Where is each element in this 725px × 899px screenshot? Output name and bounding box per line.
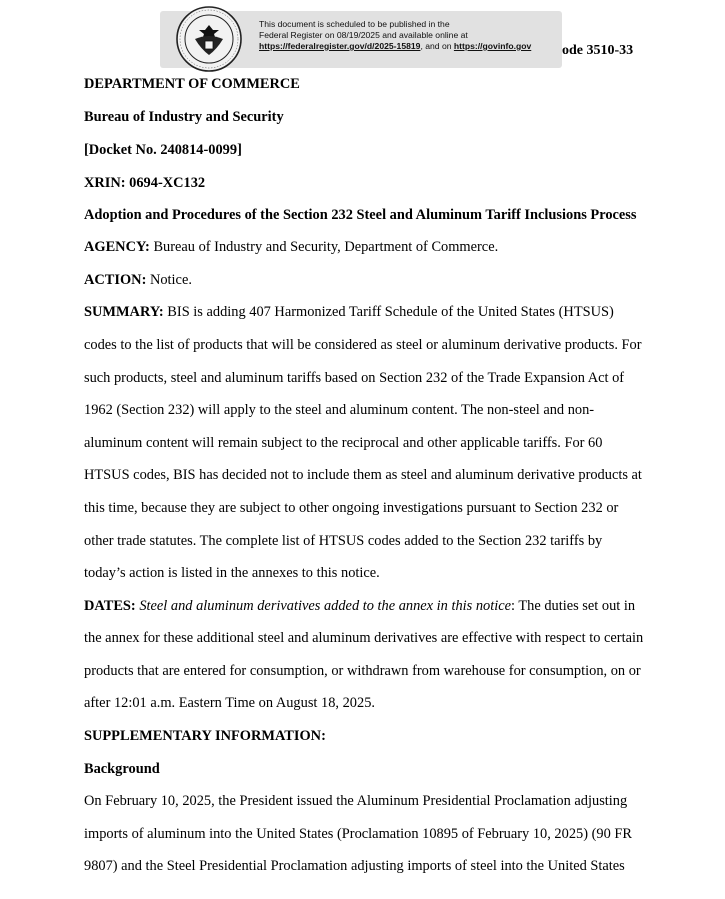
agency-text: Bureau of Industry and Security, Department of Commerce. [149, 239, 499, 255]
background-line: 9807) and the Steel Presidential Proclamation adjusting imports of steel into the United States [84, 858, 625, 874]
summary-line: 1962 (Section 232) will apply to the steel and aluminum content. The non-steel and non- [84, 402, 595, 418]
summary-line: today’s action is listed in the annexes to this notice. [84, 565, 380, 581]
background-line: imports of aluminum into the United States (Proclamation 10895 of February 10, 2025) (90 FR [84, 826, 632, 842]
govinfo-link[interactable]: https://govinfo.gov [453, 41, 532, 51]
dates-label: DATES: [84, 598, 136, 614]
summary-line: aluminum content will remain subject to the reciprocal and other applicable tariffs. For 60 [84, 435, 603, 451]
banner-line-2: Federal Register on 08/19/2025 and available online at [259, 30, 468, 40]
department-heading: DEPARTMENT OF COMMERCE [84, 76, 300, 92]
dates-italic-text: Steel and aluminum derivatives added to the annex in this notice [139, 598, 512, 614]
dates-line: products that are entered for consumption, or withdrawn from warehouse for consumption, on or [84, 663, 641, 679]
dates-line [84, 598, 635, 615]
summary-line: this time, because they are subject to other ongoing investigations pursuant to Section 232 or [84, 500, 619, 516]
publication-notice-text [259, 19, 569, 52]
summary-line [84, 304, 614, 321]
background-heading: Background [84, 761, 160, 777]
agency-label: AGENCY: [84, 239, 150, 255]
billing-code: ode 3510-33 [562, 43, 634, 58]
federal-register-link[interactable]: https://federalregister.gov/d/2025-15819 [259, 41, 421, 51]
agency-line [84, 239, 498, 256]
summary-label: SUMMARY: [84, 304, 164, 320]
dates-line: after 12:01 a.m. Eastern Time on August 18, 2025. [84, 695, 375, 711]
summary-text: BIS is adding 407 Harmonized Tariff Schedule of the United States (HTSUS) [163, 304, 614, 320]
national-archives-seal-icon [175, 5, 243, 73]
banner-line-1: This document is scheduled to be published in the [259, 19, 450, 29]
banner-mid-text: , and on [420, 41, 454, 51]
summary-line: codes to the list of products that will be considered as steel or aluminum derivative products. For [84, 337, 642, 353]
action-text: Notice. [146, 272, 192, 288]
supplementary-heading: SUPPLEMENTARY INFORMATION: [84, 728, 326, 744]
summary-line: other trade statutes. The complete list of HTSUS codes added to the Section 232 tariffs by [84, 533, 603, 549]
xrin-number: XRIN: 0694-XC132 [84, 175, 206, 191]
summary-line: such products, steel and aluminum tariffs based on Section 232 of the Trade Expansion Act of [84, 370, 625, 386]
action-label: ACTION: [84, 272, 147, 288]
action-line [84, 272, 192, 289]
dates-line: the annex for these additional steel and aluminum derivatives are effective with respect to certain [84, 630, 644, 646]
document-title: Adoption and Procedures of the Section 232 Steel and Aluminum Tariff Inclusions Process [84, 207, 637, 223]
summary-line: HTSUS codes, BIS has decided not to include them as steel and aluminum derivative products at [84, 467, 642, 483]
dates-text: : The duties set out in [511, 598, 636, 614]
background-line: On February 10, 2025, the President issued the Aluminum Presidential Proclamation adjusting [84, 793, 628, 809]
bureau-heading: Bureau of Industry and Security [84, 109, 284, 125]
banner-line-3 [259, 41, 569, 52]
docket-number: [Docket No. 240814-0099] [84, 142, 242, 158]
